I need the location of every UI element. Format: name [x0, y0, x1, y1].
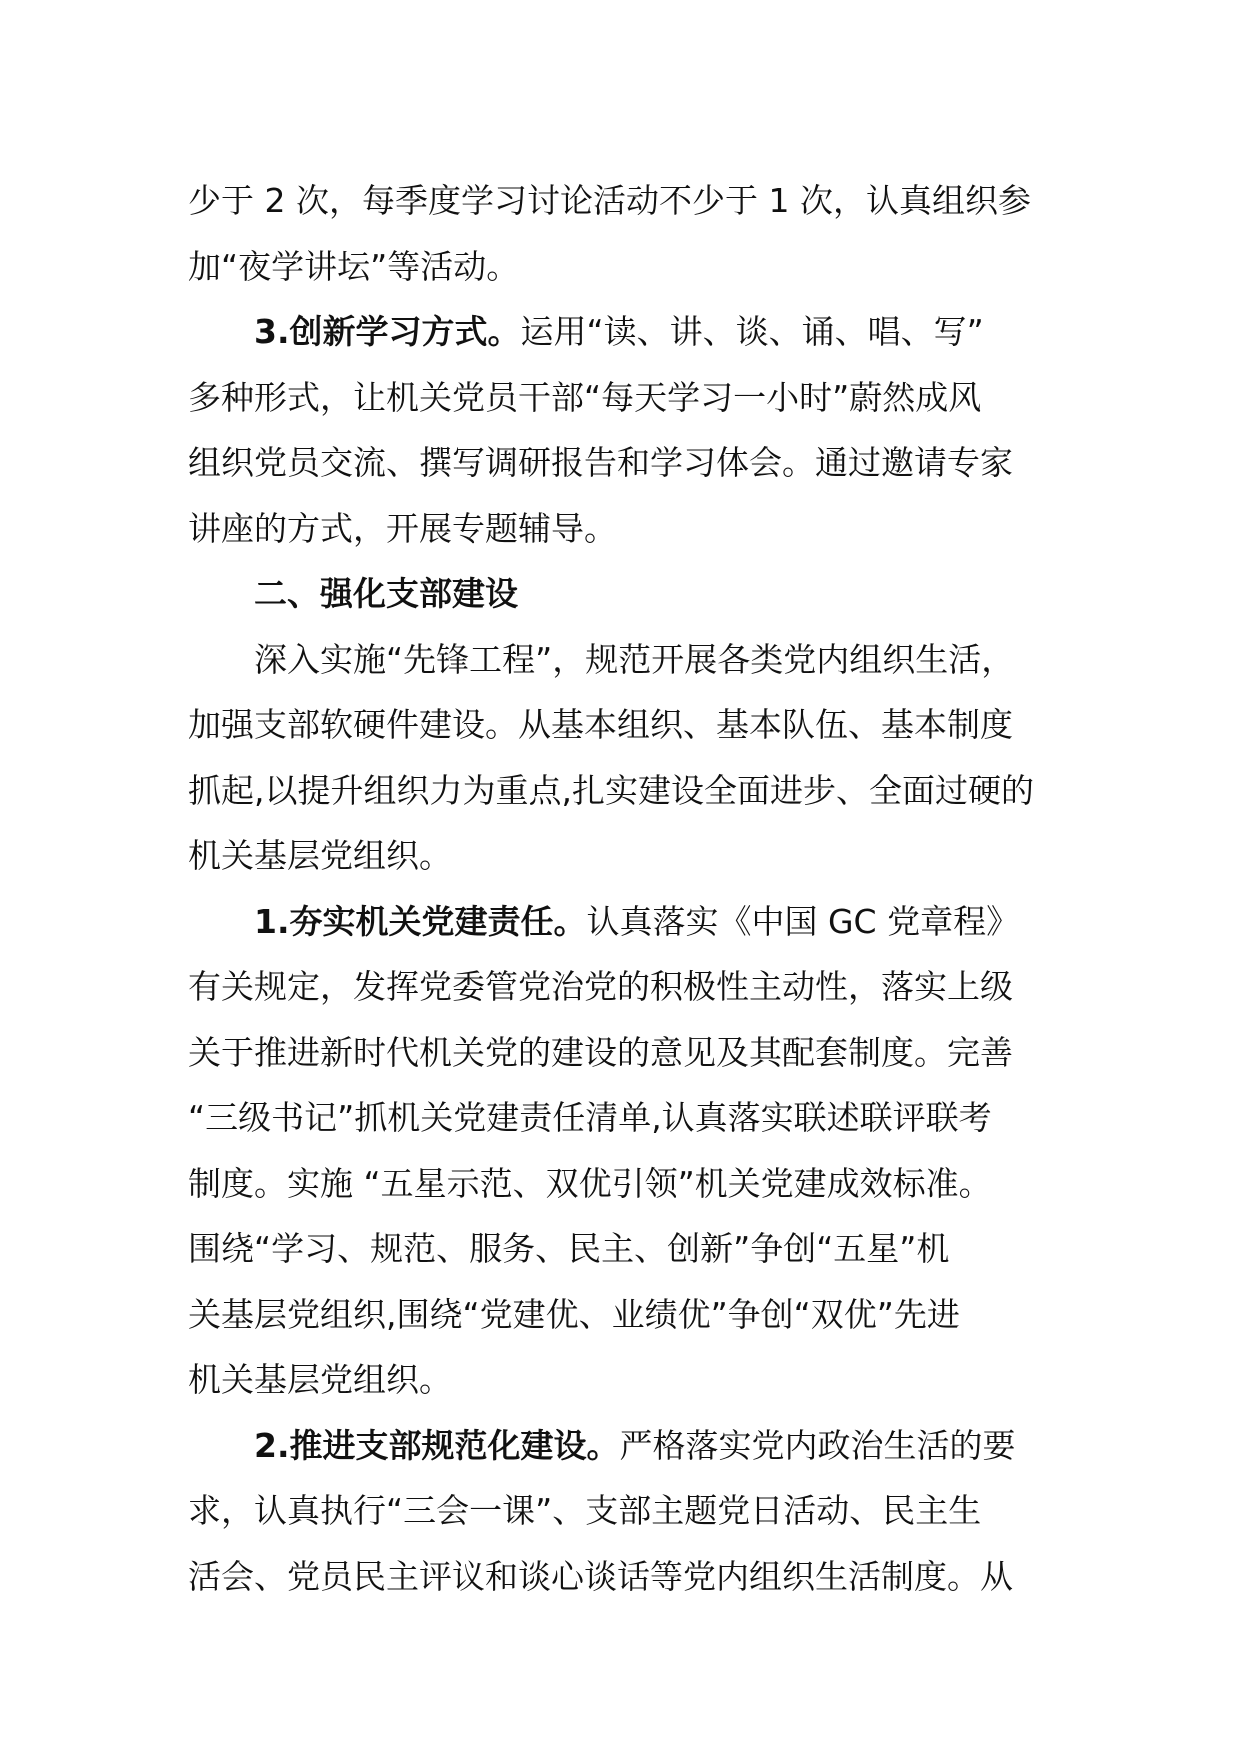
body-text-line: 围绕“学习、规范、服务、民主、创新”争创“五星”机 [188, 1229, 950, 1268]
body-text-line: 关基层党组织,围绕“党建优、业绩优”争创“双优”先进 [188, 1294, 960, 1334]
paragraph-line [188, 299, 1068, 365]
body-text: 运用“读、讲、谈、诵、唱、写” [520, 312, 984, 351]
body-text-line: 有关规定，发挥党委管党治党的积极性主动性，落实上级 [188, 967, 1013, 1006]
body-text-line: 关于推进新时代机关党的建设的意见及其配套制度。完善 [188, 1032, 1013, 1072]
body-text-line: 活会、党员民主评议和谈心谈话等党内组织生活制度。从 [188, 1556, 1013, 1596]
body-text-line: 机关基层党组织。 [188, 1360, 452, 1399]
body-text-line: 讲座的方式，开展专题辅导。 [188, 508, 617, 548]
body-text: 认真落实《中国 GC 党章程》 [586, 901, 1020, 941]
body-text-line: 机关基层党组织。 [188, 836, 452, 875]
body-text-line: 深入实施“先锋工程”，规范开展各类党内组织生活， [254, 639, 1015, 679]
body-text-line: 抓起,以提升组织力为重点,扎实建设全面进步、全面过硬的 [188, 770, 1034, 810]
section-heading: 3.创新学习方式。 [254, 312, 521, 351]
chapter-heading: 二、强化支部建设 [254, 574, 518, 613]
section-heading: 2.推进支部规范化建设。 [254, 1425, 620, 1465]
body-text-line: 少于 2 次，每季度学习讨论活动不少于 1 次，认真组织参 [188, 181, 1031, 220]
paragraph-line [188, 889, 1068, 955]
body-text-line: 制度。实施 “五星示范、双优引领”机关党建成效标准。 [188, 1163, 992, 1203]
paragraph-line [188, 1413, 1068, 1479]
body-text-line: 求，认真执行“三会一课”、支部主题党日活动、民主生 [188, 1491, 982, 1530]
body-text-line: 组织党员交流、撰写调研报告和学习体会。通过邀请专家 [188, 443, 1013, 482]
body-text-line: 多种形式，让机关党员干部“每天学习一小时”蔚然成风 [188, 377, 982, 417]
section-heading: 1.夯实机关党建责任。 [254, 901, 587, 941]
document-page [188, 168, 1068, 1609]
body-text-line: “三级书记”抓机关党建责任清单,认真落实联述联评联考 [188, 1098, 992, 1137]
body-text: 严格落实党内政治生活的要 [619, 1425, 1016, 1465]
body-text-line: 加强支部软硬件建设。从基本组织、基本队伍、基本制度 [188, 705, 1013, 744]
body-text-line: 加“夜学讲坛”等活动。 [188, 246, 520, 286]
